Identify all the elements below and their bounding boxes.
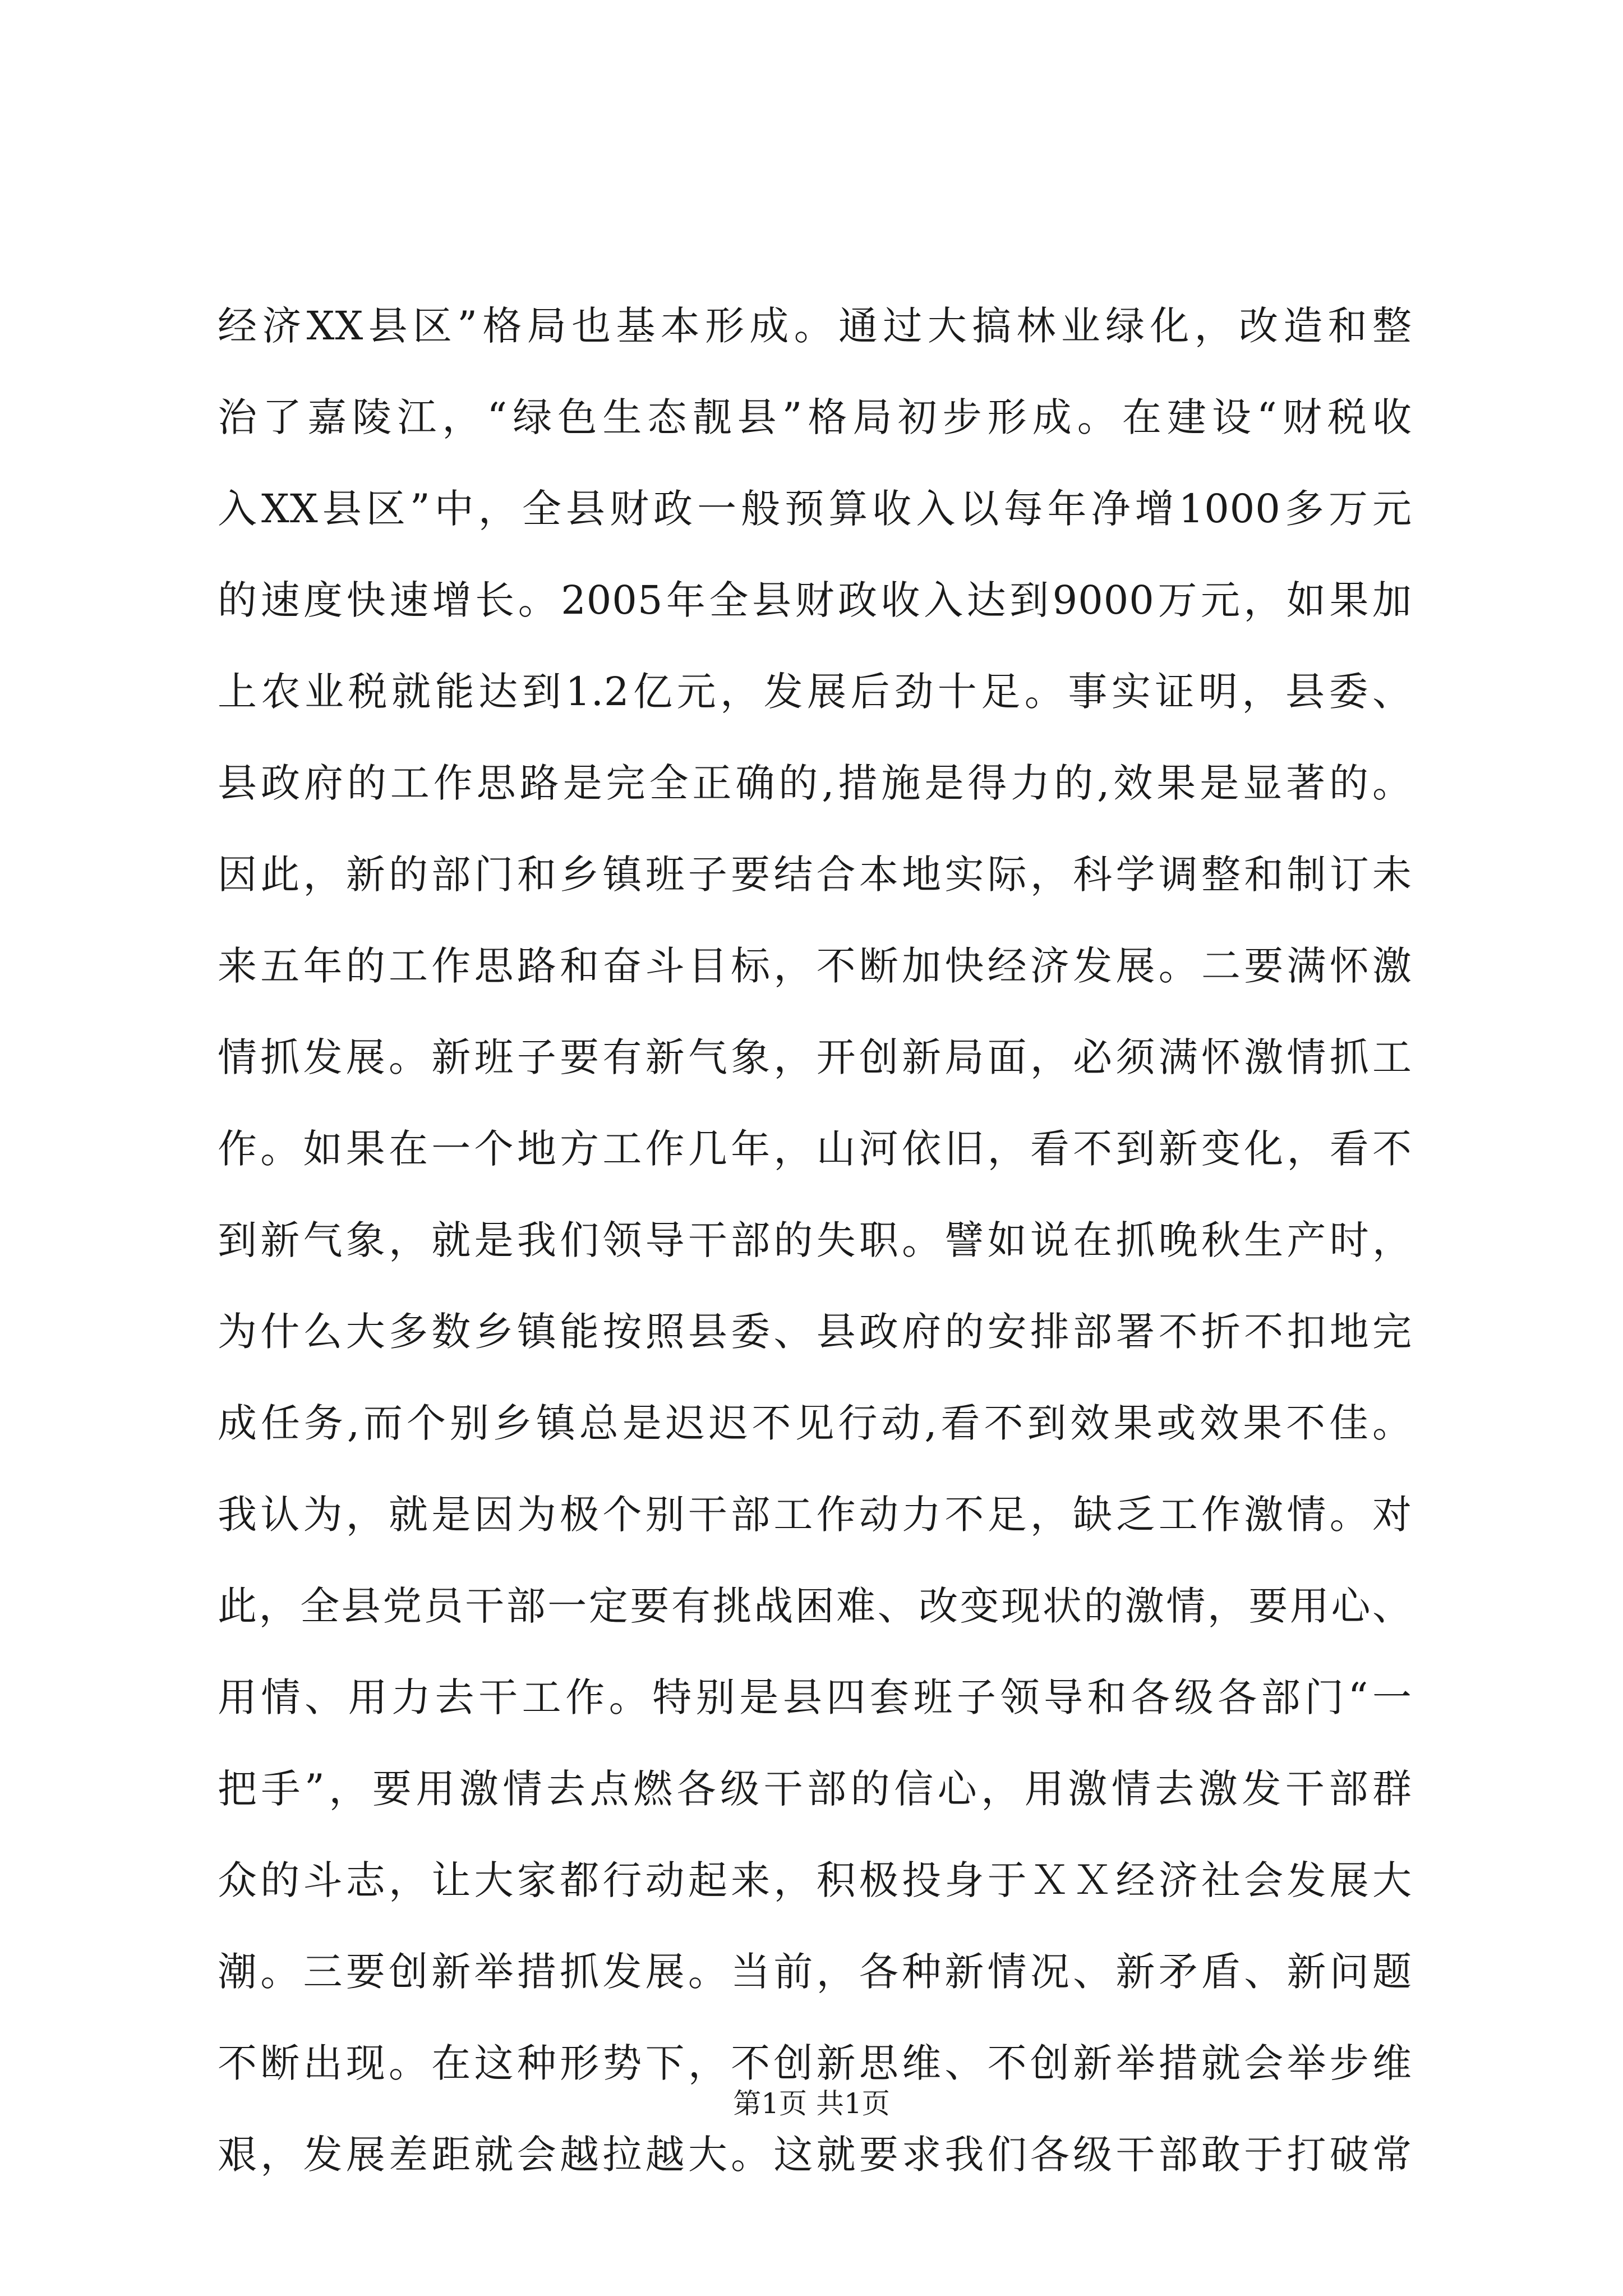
page-footer <box>0 2084 1623 2123</box>
text-line: 治了嘉陵江，“绿色生态靓县”格局初步形成。在建设“财税收 <box>218 394 1412 440</box>
text-line: 此，全县党员干部一定要有挑战困难、改变现状的激情，要用心、 <box>218 1583 1412 1629</box>
text-line: 的速度快速增长。2005年全县财政收入达到9000万元，如果加 <box>218 577 1412 623</box>
text-line: 用情、用力去干工作。特别是县四套班子领导和各级各部门“一 <box>218 1674 1412 1720</box>
text-line: 来五年的工作思路和奋斗目标，不断加快经济发展。二要满怀激 <box>218 943 1412 989</box>
text-line: 潮。三要创新举措抓发展。当前，各种新情况、新矛盾、新问题 <box>218 1949 1412 1995</box>
text-line: 作。如果在一个地方工作几年，山河依旧，看不到新变化，看不 <box>218 1126 1412 1172</box>
text-line: 为什么大多数乡镇能按照县委、县政府的安排部署不折不扣地完 <box>218 1309 1412 1355</box>
body-text <box>218 280 1412 2201</box>
text-line: 我认为，就是因为极个别干部工作动力不足，缺乏工作激情。对 <box>218 1492 1412 1538</box>
text-line: 成任务,而个别乡镇总是迟迟不见行动,看不到效果或效果不佳。 <box>218 1400 1412 1446</box>
text-line: 入XX县区”中，全县财政一般预算收入以每年净增1000多万元 <box>218 486 1412 532</box>
text-line: 因此，新的部门和乡镇班子要结合本地实际，科学调整和制订未 <box>218 852 1412 898</box>
text-line: 情抓发展。新班子要有新气象，开创新局面，必须满怀激情抓工 <box>218 1034 1412 1080</box>
text-line: 经济XX县区”格局也基本形成。通过大搞林业绿化，改造和整 <box>218 303 1412 349</box>
text-line: 上农业税就能达到1.2亿元，发展后劲十足。事实证明，县委、 <box>218 669 1412 715</box>
page-number: 第1页 共1页 <box>733 2087 890 2120</box>
text-line: 众的斗志，让大家都行动起来，积极投身于ＸＸ经济社会发展大 <box>218 1857 1412 1903</box>
text-line: 艰，发展差距就会越拉越大。这就要求我们各级干部敢于打破常 <box>218 2132 1412 2178</box>
text-line: 把手”，要用激情去点燃各级干部的信心，用激情去激发干部群 <box>218 1766 1412 1812</box>
text-line: 县政府的工作思路是完全正确的,措施是得力的,效果是显著的。 <box>218 760 1412 806</box>
text-line: 不断出现。在这种形势下，不创新思维、不创新举措就会举步维 <box>218 2040 1412 2086</box>
text-line: 到新气象，就是我们领导干部的失职。譬如说在抓晚秋生产时， <box>218 1217 1412 1263</box>
